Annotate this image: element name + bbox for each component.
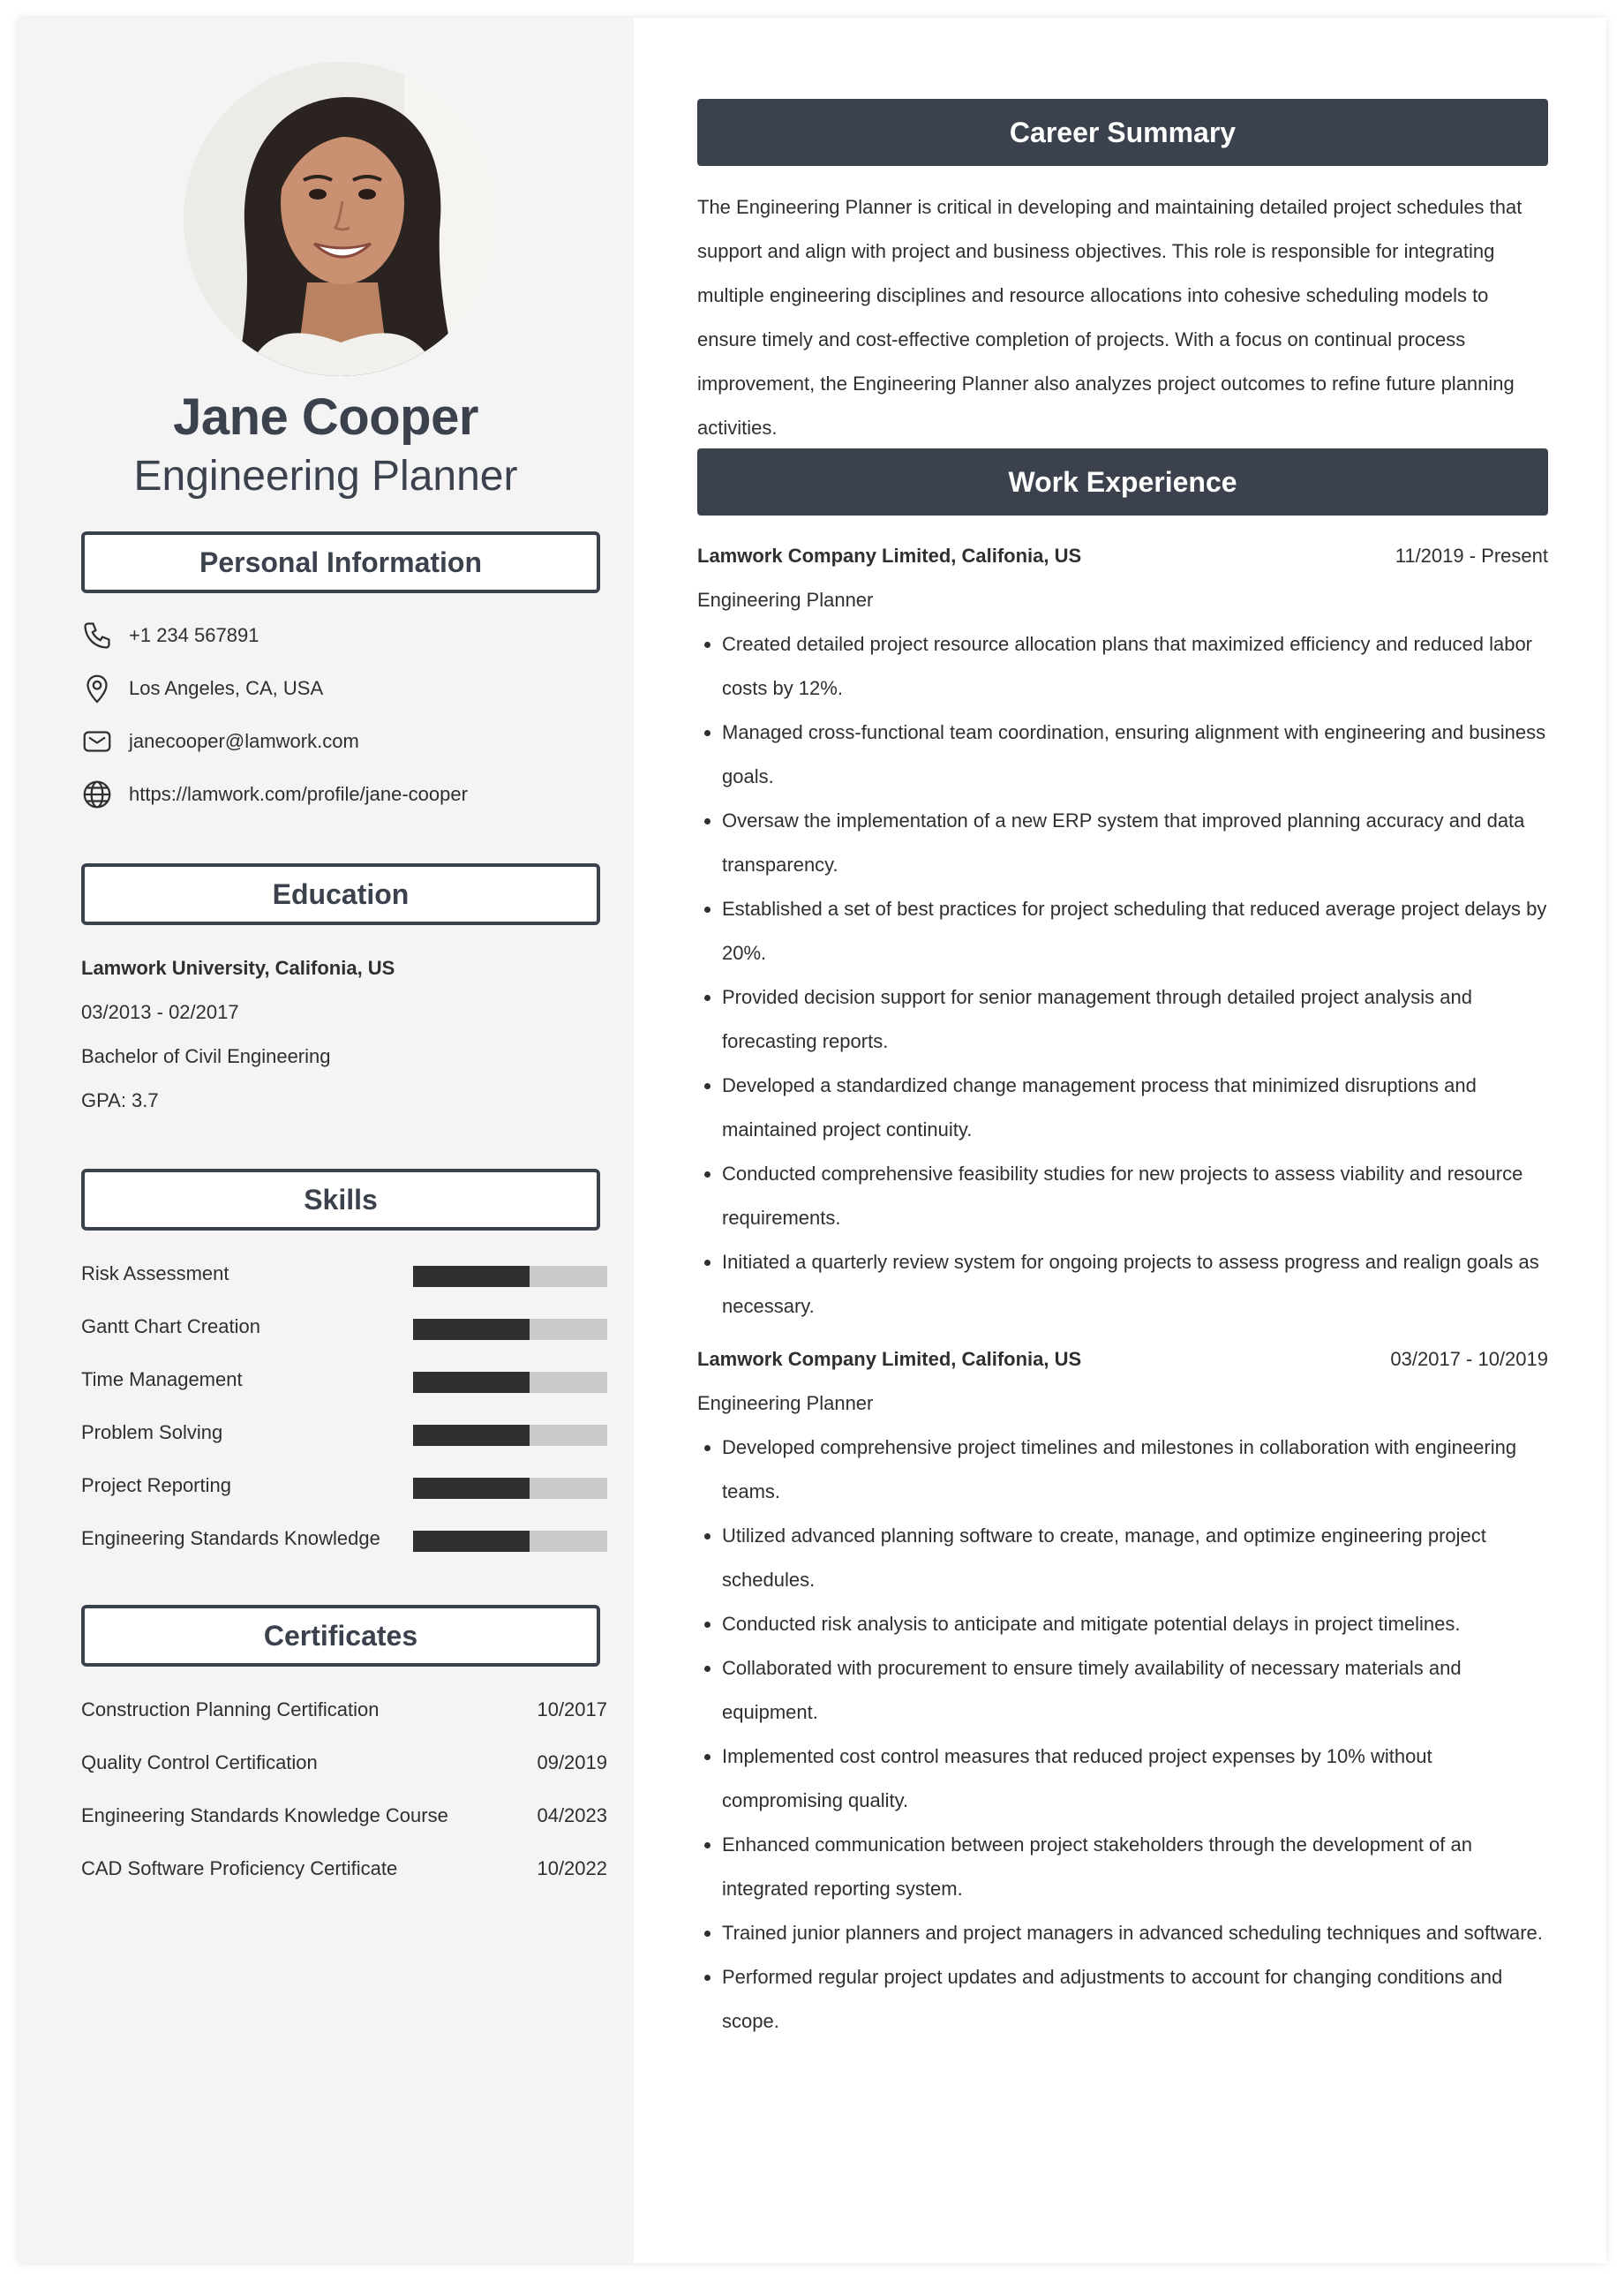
job-period: 03/2017 - 10/2019: [1390, 1348, 1548, 1370]
skill-item: [81, 1472, 600, 1499]
certificate-date: 04/2023: [537, 1804, 607, 1826]
certificates-heading: Certificates: [81, 1605, 600, 1667]
skill-level-fill: [413, 1478, 530, 1499]
job-bullet: Conducted comprehensive feasibility studies for new projects to assess viability and resource requirements.: [722, 1152, 1548, 1240]
education-school: Lamwork University, Califonia, US: [81, 957, 395, 979]
job-bullet: Enhanced communication between project stakeholders through the development of an integrated reporting system.: [722, 1823, 1548, 1911]
certificate-item: [81, 1697, 607, 1723]
skill-level-bar: [413, 1478, 607, 1499]
envelope-icon: [79, 724, 115, 759]
skill-level-bar: [413, 1319, 607, 1340]
skill-level-bar: [413, 1266, 607, 1287]
career-summary-text: The Engineering Planner is critical in developing and maintaining detailed project schedules that support and align with project and business objectives. This role is responsible for integrating multiple engineering disciplines and resource allocations into cohesive scheduling models to ensure timely and cost-effective completion of projects. With a focus on continual process improvement, the Engineering Planner also analyzes project outcomes to refine future planning activities.: [697, 196, 1522, 439]
skills-heading: Skills: [81, 1169, 600, 1231]
certificate-name: Construction Planning Certification: [81, 1698, 380, 1720]
job-bullet: Developed comprehensive project timelines and milestones in collaboration with engineering teams.: [722, 1426, 1548, 1514]
website-text[interactable]: https://lamwork.com/profile/jane-cooper: [129, 783, 468, 805]
skill-level-bar: [413, 1425, 607, 1446]
skill-level-bar: [413, 1531, 607, 1552]
skill-item: [81, 1366, 600, 1393]
skill-level-fill: [413, 1531, 530, 1552]
skill-item: [81, 1419, 600, 1446]
candidate-name: Jane Cooper: [173, 388, 478, 446]
skill-level-fill: [413, 1372, 530, 1393]
education-gpa: GPA: 3.7: [81, 1089, 159, 1111]
career-summary-heading: Career Summary: [697, 99, 1548, 166]
education-period: 03/2013 - 02/2017: [81, 1001, 239, 1023]
job-header: [697, 534, 1548, 578]
skill-level-fill: [413, 1266, 530, 1287]
certificate-date: 10/2022: [537, 1857, 607, 1879]
job-bullets: [697, 622, 1548, 1329]
job-bullet: Developed a standardized change management process that minimized disruptions and maintained project continuity.: [722, 1064, 1548, 1152]
job-bullet: Collaborated with procurement to ensure timely availability of necessary materials and equipment.: [722, 1646, 1548, 1735]
candidate-title: Engineering Planner: [133, 453, 518, 500]
job-bullets: [697, 1426, 1548, 2044]
job-bullet: Trained junior planners and project managers in advanced scheduling techniques and software.: [722, 1911, 1548, 1955]
job-bullet: Managed cross-functional team coordination, ensuring alignment with engineering and business goals.: [722, 711, 1548, 799]
phone-text: +1 234 567891: [129, 624, 259, 646]
job-company: Lamwork Company Limited, Califonia, US: [697, 545, 1082, 567]
skill-name: Risk Assessment: [81, 1262, 229, 1284]
job-entry: [697, 1337, 1548, 2044]
location-pin-icon: [79, 671, 115, 706]
job-role: Engineering Planner: [697, 1392, 874, 1414]
certificate-name: Quality Control Certification: [81, 1751, 318, 1773]
job-bullet: Utilized advanced planning software to create, manage, and optimize engineering project schedules.: [722, 1514, 1548, 1602]
job-bullet: Initiated a quarterly review system for ongoing projects to assess progress and realign goals as necessary.: [722, 1240, 1548, 1329]
skill-item: [81, 1261, 600, 1287]
certificate-date: 09/2019: [537, 1751, 607, 1773]
contact-location: [79, 671, 323, 706]
personal-information-heading: Personal Information: [81, 531, 600, 593]
skill-name: Problem Solving: [81, 1421, 223, 1443]
job-bullet: Created detailed project resource allocation plans that maximized efficiency and reduced labor costs by 12%.: [722, 622, 1548, 711]
job-bullet: Provided decision support for senior management through detailed project analysis and forecasting reports.: [722, 975, 1548, 1064]
resume-page: [18, 18, 1606, 2263]
job-entry: [697, 534, 1548, 1329]
skill-item: [81, 1314, 600, 1340]
skill-name: Gantt Chart Creation: [81, 1315, 260, 1337]
education-heading: Education: [81, 863, 600, 925]
job-role: Engineering Planner: [697, 589, 874, 611]
location-text: Los Angeles, CA, USA: [129, 677, 324, 699]
email-text[interactable]: janecooper@lamwork.com: [129, 730, 359, 752]
job-bullet: Oversaw the implementation of a new ERP system that improved planning accuracy and data transparency.: [722, 799, 1548, 887]
certificate-item: [81, 1856, 607, 1882]
contact-website: [79, 777, 468, 812]
job-company: Lamwork Company Limited, Califonia, US: [697, 1348, 1082, 1370]
work-experience-heading: Work Experience: [697, 448, 1548, 516]
skill-name: Project Reporting: [81, 1474, 231, 1496]
skill-level-fill: [413, 1319, 530, 1340]
globe-icon: [79, 777, 115, 812]
skill-level-fill: [413, 1425, 530, 1446]
education-degree: Bachelor of Civil Engineering: [81, 1045, 331, 1067]
left-sidebar: [18, 18, 634, 2263]
job-bullet: Implemented cost control measures that reduced project expenses by 10% without compromising quality.: [722, 1735, 1548, 1823]
job-period: 11/2019 - Present: [1395, 545, 1548, 567]
certificate-date: 10/2017: [537, 1698, 607, 1720]
job-bullet: Performed regular project updates and adjustments to account for changing conditions and scope.: [722, 1955, 1548, 2044]
job-bullet: Conducted risk analysis to anticipate and mitigate potential delays in project timelines.: [722, 1602, 1548, 1646]
skill-name: Engineering Standards Knowledge: [81, 1527, 380, 1549]
contact-email: [79, 724, 359, 759]
certificate-name: CAD Software Proficiency Certificate: [81, 1857, 398, 1879]
main-content: [634, 18, 1606, 2263]
contact-phone: [79, 618, 259, 653]
skill-item: [81, 1525, 600, 1552]
skill-name: Time Management: [81, 1368, 243, 1390]
certificate-item: [81, 1750, 607, 1776]
certificate-item: [81, 1803, 607, 1829]
job-bullet: Established a set of best practices for project scheduling that reduced average project delays by 20%.: [722, 887, 1548, 975]
job-header: [697, 1337, 1548, 1381]
skill-level-bar: [413, 1372, 607, 1393]
phone-icon: [79, 618, 115, 653]
profile-photo: [184, 62, 498, 376]
certificate-name: Engineering Standards Knowledge Course: [81, 1804, 448, 1826]
